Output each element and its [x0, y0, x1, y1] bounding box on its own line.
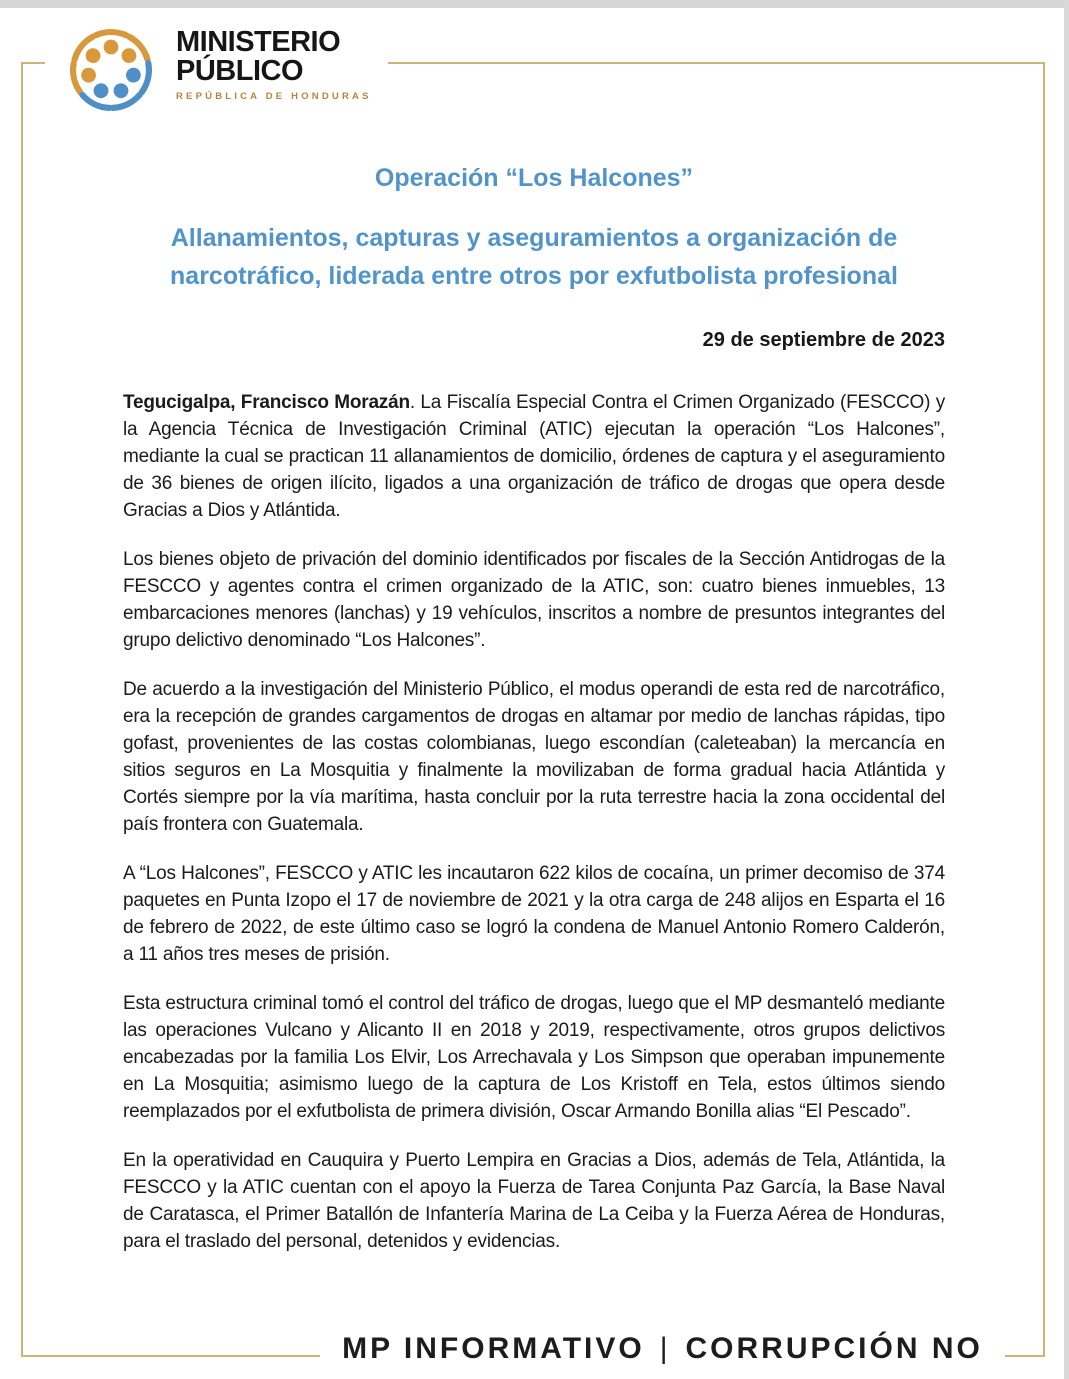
paragraph-4-text: A “Los Halcones”, FESCCO y ATIC les incautaron 622 kilos de cocaína, un primer decomiso de 374 paquetes en Punta Izopo el 17 de noviembre de 2021 y la otra carga de 248 alijos en Esparta el 16 de febrero de 2022, de este último caso se logró la condena de Manuel Antonio Romero Calderón, a 11 años tres meses de prisión. — [123, 863, 945, 965]
paragraph-5 — [123, 990, 945, 1125]
paragraph-6 — [123, 1147, 945, 1255]
paragraph-6-text: En la operatividad en Cauquira y Puerto Lempira en Gracias a Dios, además de Tela, Atlántida, la FESCCO y la ATIC cuentan con el apoyo la Fuerza de Tarea Conjunta Paz García, la Base Naval de Caratasca, el Primer Batallón de Infantería Marina de La Ceiba y la Fuerza Aérea de Honduras, para el traslado del personal, detenidos y evidencias. — [123, 1150, 945, 1252]
paragraph-1 — [123, 389, 945, 524]
document-title: Operación “Los Halcones” — [374, 164, 694, 192]
paragraph-1-lead: Tegucigalpa, Francisco Morazán — [123, 392, 410, 413]
footer-mp-informativo: MP INFORMATIVO — [342, 1332, 645, 1365]
footer-separator: | — [659, 1332, 671, 1365]
logo-name-line2: PÚBLICO — [176, 55, 303, 87]
logo-tagline: REPÚBLICA DE HONDURAS — [176, 91, 372, 102]
document-body — [123, 0, 945, 1255]
paragraph-list — [123, 389, 945, 1255]
screenshot-right-edge — [1064, 0, 1069, 1379]
logo-name-line1: MINISTERIO — [176, 26, 341, 58]
paragraph-5-text: Esta estructura criminal tomó el control del tráfico de drogas, luego que el MP desmanteló mediante las operaciones Vulcano y Alicanto II en 2018 y 2019, respectivamente, otros grupos delictivos encabezadas por la familia Los Elvir, Los Arrechavala y Los Simpson que operaban impunemente en La Mosquitia; asimismo luego de la captura de Los Kristoff en Tela, estos últimos siendo reemplazados por el exfutbolista de primera división, Oscar Armando Bonilla alias “El Pescado”. — [123, 993, 945, 1122]
document-date: 29 de septiembre de 2023 — [702, 329, 945, 351]
ministerio-publico-logo — [45, 20, 388, 128]
footer-corrupcion-no: CORRUPCIÓN NO — [685, 1332, 983, 1365]
paragraph-2 — [123, 546, 945, 654]
logo-wordmark — [176, 20, 372, 102]
mp-people-circle-icon — [59, 20, 163, 120]
paragraph-3 — [123, 676, 945, 838]
document-subtitle: Allanamientos, capturas y aseguramientos a organización de narcotráfico, liderada entre otros por exfutbolista profesional — [170, 224, 898, 290]
paragraph-1-text: . La Fiscalía Especial Contra el Crimen Organizado (FESCCO) y la Agencia Técnica de Investigación Criminal (ATIC) ejecutan la operación “Los Halcones”, mediante la cual se practican 11 allanamientos de domicilio, órdenes de captura y el aseguramiento de 36 bienes de origen ilícito, ligados a una organización de tráfico de drogas que opera desde Gracias a Dios y Atlántida. — [123, 392, 945, 521]
paragraph-2-text: Los bienes objeto de privación del dominio identificados por fiscales de la Sección Antidrogas de la FESCCO y agentes contra el crimen organizado de la ATIC, son: cuatro bienes inmuebles, 13 embarcaciones menores (lanchas) y 19 vehículos, inscritos a nombre de presuntos integrantes del grupo delictivo denominado “Los Halcones”. — [123, 549, 945, 651]
paragraph-4 — [123, 860, 945, 968]
footer-text — [320, 1332, 1005, 1366]
footer-banner — [256, 1332, 1069, 1366]
paragraph-3-text: De acuerdo a la investigación del Ministerio Público, el modus operandi de esta red de narcotráfico, era la recepción de grandes cargamentos de drogas en altamar por medio de lanchas rápidas, tipo gofast, provenientes de las costas colombianas, luego escondían (caleteaban) la mercancía en sitios seguros en La Mosquitia y finalmente la movilizaban de forma gradual hacia Atlántida y Cortés siempre por la vía marítima, hasta concluir por la ruta terrestre hacia la zona occidental del país frontera con Guatemala. — [123, 679, 945, 835]
